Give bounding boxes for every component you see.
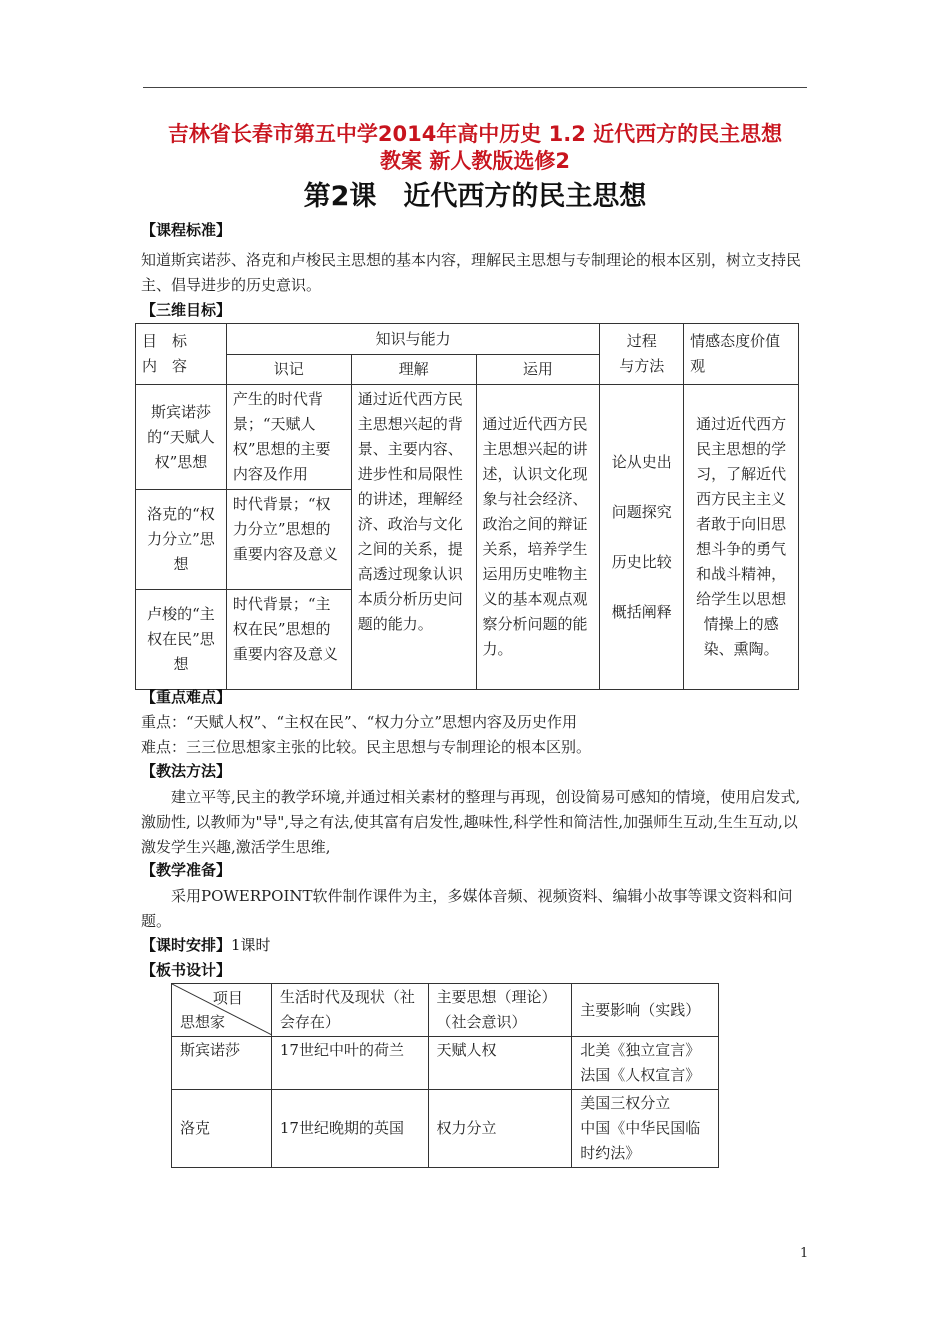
recall-header: 识记 [226,355,351,385]
prep-heading: 【教学准备】 [141,861,232,879]
page-number: 1 [800,1246,809,1261]
schedule-heading: 【课时安排】 [141,936,232,954]
impact-header: 主要影响（实践） [572,984,719,1037]
standard-text: 知道斯宾诺莎、洛克和卢梭民主思想的基本内容，理解民主思想与专制理论的根本区别，树立支持民主、倡导进步的历史意识。 [141,251,802,294]
idea-header: 主要思想（理论）（社会意识） [428,984,572,1037]
process-item: 概括阐释 [611,602,672,621]
method-heading: 【教法方法】 [141,762,232,780]
schedule-line [141,934,271,956]
process-item: 历史比较 [611,552,672,571]
schedule-text: 1课时 [231,936,271,954]
recall-cell: 产生的时代背景；“天赋人权”思想的主要内容及作用 [226,385,351,490]
emotion-header: 情感态度价值观 [684,324,799,385]
thinker-cell: 斯宾诺莎的“天赋人权”思想 [136,385,227,490]
goals-heading: 【三维目标】 [141,301,232,319]
method-text: 建立平等,民主的教学环境,并通过相关素材的整理与再现，创设简易可感知的情境，使用启发式,激励性, 以教师为"导",导之有法,使其富有启发性,趣味性,科学性和简洁性,加强师生互动,生生互动,以激发学生兴趣,激活学生思维, [141,788,801,856]
era-header: 生活时代及现状（社会存在） [271,984,428,1037]
knowledge-header: 知识与能力 [226,324,599,355]
lesson-title: 第2课 近代西方的民主思想 [303,181,647,212]
title-line-1: 吉林省长春市第五中学2014年高中历史 1.2 近代西方的民主思想 [167,122,783,146]
process-cell [600,385,684,690]
goals-corner-cell: 目 标 内 容 [136,324,227,385]
diagonal-line [172,984,272,1035]
board-impact-cell: 美国三权分立 中国《中华民国临时约法》 [572,1090,719,1168]
key-point: 重点：“天赋人权”、“主权在民”、“权力分立”思想内容及历史作用 [141,713,578,731]
board-thinker-cell: 洛克 [172,1090,272,1168]
corner-bottom-label: 思想家 [180,1013,226,1031]
board-era-cell: 17世纪中叶的荷兰 [271,1037,428,1090]
recall-cell: 时代背景；“权力分立”思想的重要内容及意义 [226,490,351,590]
key-heading: 【重点难点】 [141,688,232,706]
thinker-cell: 卢梭的“主权在民”思想 [136,590,227,690]
board-era-cell: 17世纪晚期的英国 [271,1090,428,1168]
document-title [143,121,807,175]
recall-cell: 时代背景；“主权在民”思想的重要内容及意义 [226,590,351,690]
board-impact-cell: 北美《独立宣言》 法国《人权宣言》 [572,1037,719,1090]
board-corner-cell [172,984,272,1037]
prep-text: 采用POWERPOINT软件制作课件为主，多媒体音频、视频资料、编辑小故事等课文资料和问题。 [141,887,793,930]
standard-heading: 【课程标准】 [141,221,232,239]
process-header: 过程 与方法 [600,324,684,385]
thinker-cell: 洛克的“权力分立”思想 [136,490,227,590]
board-idea-cell: 天赋人权 [428,1037,572,1090]
understand-header: 理解 [351,355,476,385]
apply-header: 运用 [476,355,600,385]
emotion-cell: 通过近代西方民主思想的学习，了解近代西方民主主义者敢于向旧思想斗争的勇气和战斗精神，给学生以思想情操上的感染、熏陶。 [684,385,799,690]
title-line-2: 教案 新人教版选修2 [380,149,570,173]
board-thinker-cell: 斯宾诺莎 [172,1037,272,1090]
process-item: 论从史出 [611,452,672,471]
apply-cell: 通过近代西方民主思想兴起的讲述，认识文化现象与社会经济、政治之间的辩证关系，培养学生运用历史唯物主义的基本观点观察分析问题的能力。 [476,385,600,690]
board-heading: 【板书设计】 [141,961,232,979]
process-item: 问题探究 [611,502,672,521]
understand-cell: 通过近代西方民主思想兴起的背景、主要内容、进步性和局限性的讲述，理解经济、政治与文化之间的关系，提高透过现象认识本质分析历史问题的能力。 [351,385,476,690]
difficult-point: 难点：三三位思想家主张的比较。民主思想与专制理论的根本区别。 [141,738,592,756]
goals-table [135,323,799,690]
header-rule [143,87,807,88]
corner-top-label: 项目 [212,989,243,1007]
board-idea-cell: 权力分立 [428,1090,572,1168]
board-table [171,983,719,1168]
